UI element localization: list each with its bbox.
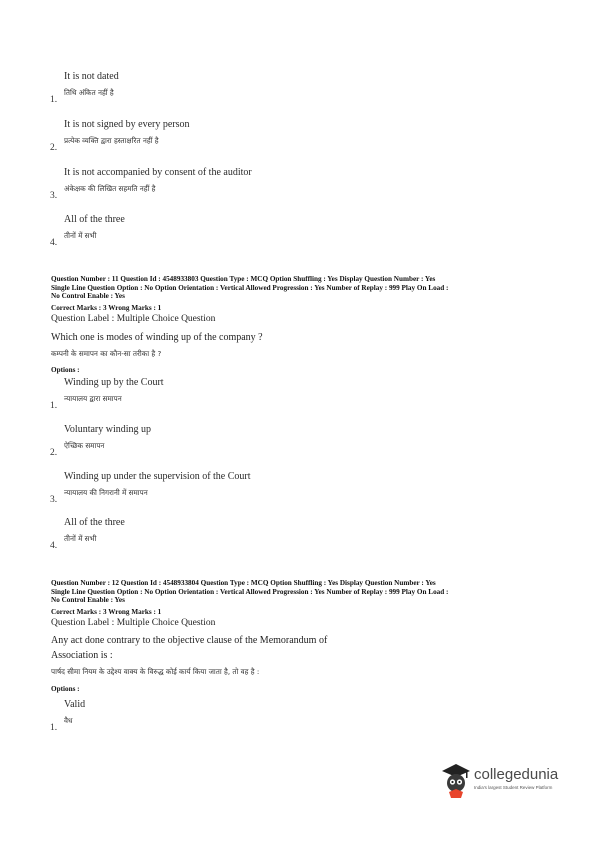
question-label: Question Label : Multiple Choice Question xyxy=(51,314,216,324)
option-text-hi: तिथि अंकित नहीं है xyxy=(64,88,114,97)
question-meta: Question Number : 11 Question Id : 4548933803 Question Type : MCQ Option Shuffling : Yes Display Question Number : Yes xyxy=(51,275,436,283)
option-text-en: It is not accompanied by consent of the auditor xyxy=(64,167,252,178)
option-text-hi: प्रत्येक व्यक्ति द्वारा हस्ताक्षरित नहीं है xyxy=(64,136,159,145)
option-text-hi: न्यायालय की निगरानी में समापन xyxy=(64,488,148,497)
option-text-en: Winding up by the Court xyxy=(64,377,164,388)
question-stem-hi: कम्पनी के समापन का कौन-सा तरीका है ? xyxy=(51,349,162,358)
option-number: 4. xyxy=(50,541,58,551)
question-meta: No Control Enable : Yes xyxy=(51,292,125,300)
question-stem-en: Association is : xyxy=(51,650,113,661)
question-meta: No Control Enable : Yes xyxy=(51,596,125,604)
option-text-hi: अंकेक्षक की लिखित सहमति नहीं है xyxy=(64,184,156,193)
option-text-en: Valid xyxy=(64,699,86,710)
option-text-en: It is not signed by every person xyxy=(64,119,190,130)
option-text-hi: न्यायालय द्वारा समापन xyxy=(64,394,122,403)
logo-tagline: India's largest Student Review Platform xyxy=(474,785,553,790)
option-text-en: All of the three xyxy=(64,517,125,528)
option-text-hi: तीनों में सभी xyxy=(64,231,97,240)
option-text-en: All of the three xyxy=(64,214,125,225)
question-stem-en: Any act done contrary to the objective clause of the Memorandum of xyxy=(51,635,328,646)
option-number: 3. xyxy=(50,191,58,201)
question-meta: Question Number : 12 Question Id : 4548933804 Question Type : MCQ Option Shuffling : Yes Display Question Number : Yes xyxy=(51,579,436,587)
question-label: Question Label : Multiple Choice Question xyxy=(51,618,216,628)
option-text-hi: ऐच्छिक समापन xyxy=(64,441,105,450)
option-text-hi: वैध xyxy=(64,716,73,725)
option-text-hi: तीनों में सभी xyxy=(64,534,97,543)
option-number: 2. xyxy=(50,143,58,153)
question-stem-en: Which one is modes of winding up of the company ? xyxy=(51,332,263,343)
question-meta: Single Line Question Option : No Option Orientation : Vertical Allowed Progression : Yes Number of Replay : 999 Play On Load : xyxy=(51,283,449,292)
logo-wordmark: collegedunia xyxy=(474,766,559,783)
option-number: 3. xyxy=(50,495,58,505)
options-heading: Options : xyxy=(51,366,80,374)
question-marks: Correct Marks : 3 Wrong Marks : 1 xyxy=(51,304,162,312)
option-text-en: Voluntary winding up xyxy=(64,424,152,435)
question-stem-hi: पार्षद सीमा नियम के उद्देश्य वाक्य के विरुद्ध कोई कार्य किया जाता है, तो वह है : xyxy=(51,667,260,676)
collegedunia-logo xyxy=(440,762,580,802)
option-number: 2. xyxy=(50,448,58,458)
option-number: 1. xyxy=(50,723,58,733)
option-number: 1. xyxy=(50,401,58,411)
options-heading: Options : xyxy=(51,685,80,693)
question-meta: Single Line Question Option : No Option Orientation : Vertical Allowed Progression : Yes Number of Replay : 999 Play On Load : xyxy=(51,587,449,596)
option-text-en: It is not dated xyxy=(64,71,119,82)
question-marks: Correct Marks : 3 Wrong Marks : 1 xyxy=(51,608,162,616)
option-text-en: Winding up under the supervision of the Court xyxy=(64,471,251,482)
option-number: 1. xyxy=(50,95,58,105)
graduate-mascot-icon xyxy=(440,762,472,800)
option-number: 4. xyxy=(50,238,58,248)
